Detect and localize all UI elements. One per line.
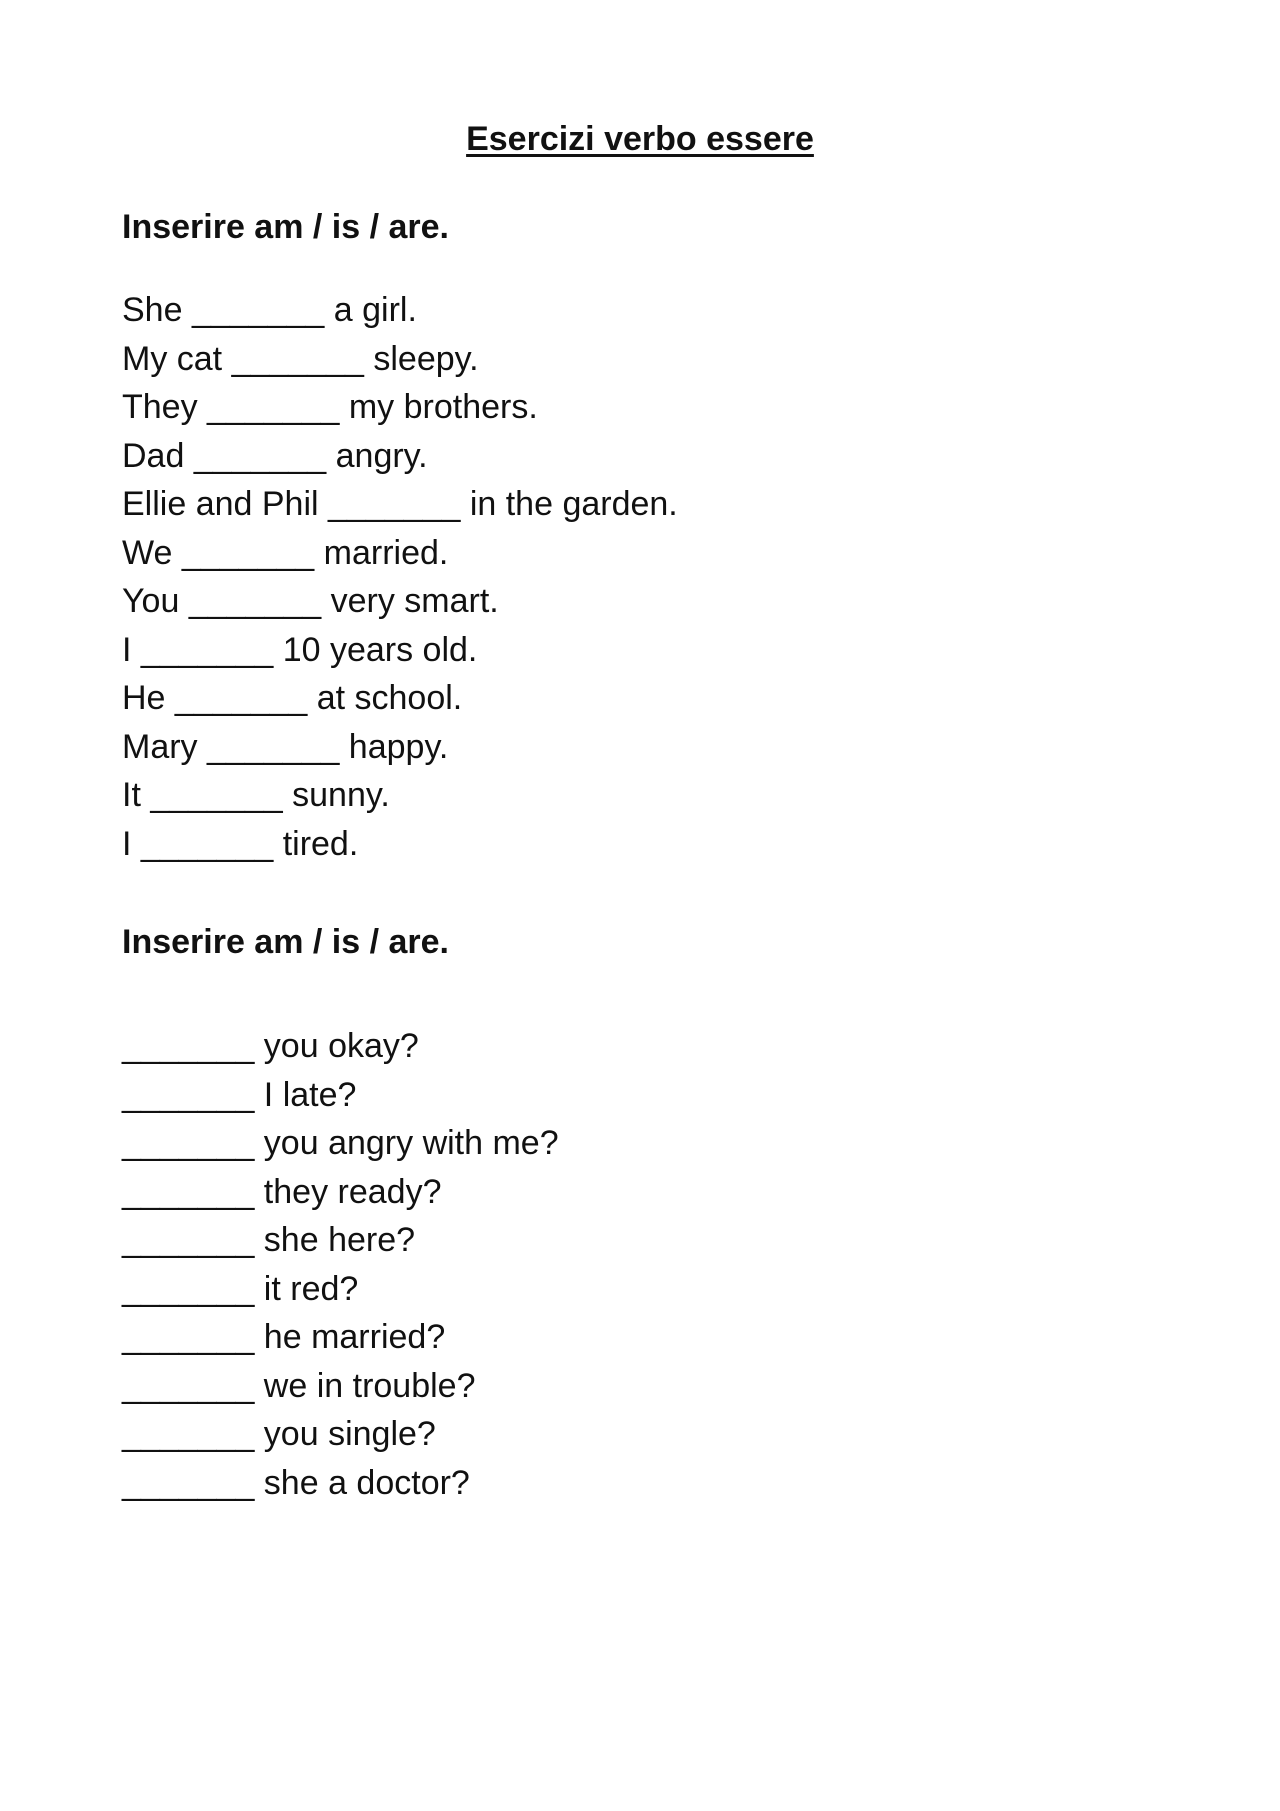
- exercise-item: Ellie and Phil _______ in the garden.: [122, 485, 678, 523]
- exercise-item: You _______ very smart.: [122, 582, 499, 620]
- exercise-item: They _______ my brothers.: [122, 388, 538, 426]
- section-1-instruction: Inserire am / is / are.: [122, 208, 449, 246]
- exercise-item: _______ she a doctor?: [122, 1463, 470, 1502]
- exercise-item: _______ you okay?: [122, 1027, 419, 1065]
- exercise-list-1: [122, 286, 678, 868]
- exercise-item: We _______ married.: [122, 533, 449, 572]
- exercise-item: _______ it red?: [122, 1269, 359, 1308]
- exercise-item: _______ I late?: [122, 1075, 357, 1114]
- exercise-item: Mary _______ happy.: [122, 727, 449, 766]
- exercise-item: _______ they ready?: [122, 1172, 442, 1211]
- exercise-item: I _______ tired.: [122, 824, 359, 863]
- exercise-item: I _______ 10 years old.: [122, 630, 478, 669]
- exercise-item: Dad _______ angry.: [122, 436, 428, 475]
- exercise-item: He _______ at school.: [122, 679, 463, 717]
- exercise-item: _______ she here?: [122, 1221, 416, 1259]
- page-title: Esercizi verbo essere: [466, 120, 814, 158]
- exercise-item: It _______ sunny.: [122, 776, 390, 814]
- section-2-instruction: Inserire am / is / are.: [122, 923, 449, 961]
- exercise-item: _______ we in trouble?: [122, 1366, 476, 1405]
- exercise-list-2: [122, 1022, 559, 1507]
- exercise-item: _______ he married?: [122, 1318, 446, 1356]
- exercise-item: My cat _______ sleepy.: [122, 339, 479, 378]
- exercise-item: _______ you angry with me?: [122, 1124, 559, 1162]
- exercise-item: _______ you single?: [122, 1415, 436, 1453]
- exercise-item: She _______ a girl.: [122, 291, 417, 329]
